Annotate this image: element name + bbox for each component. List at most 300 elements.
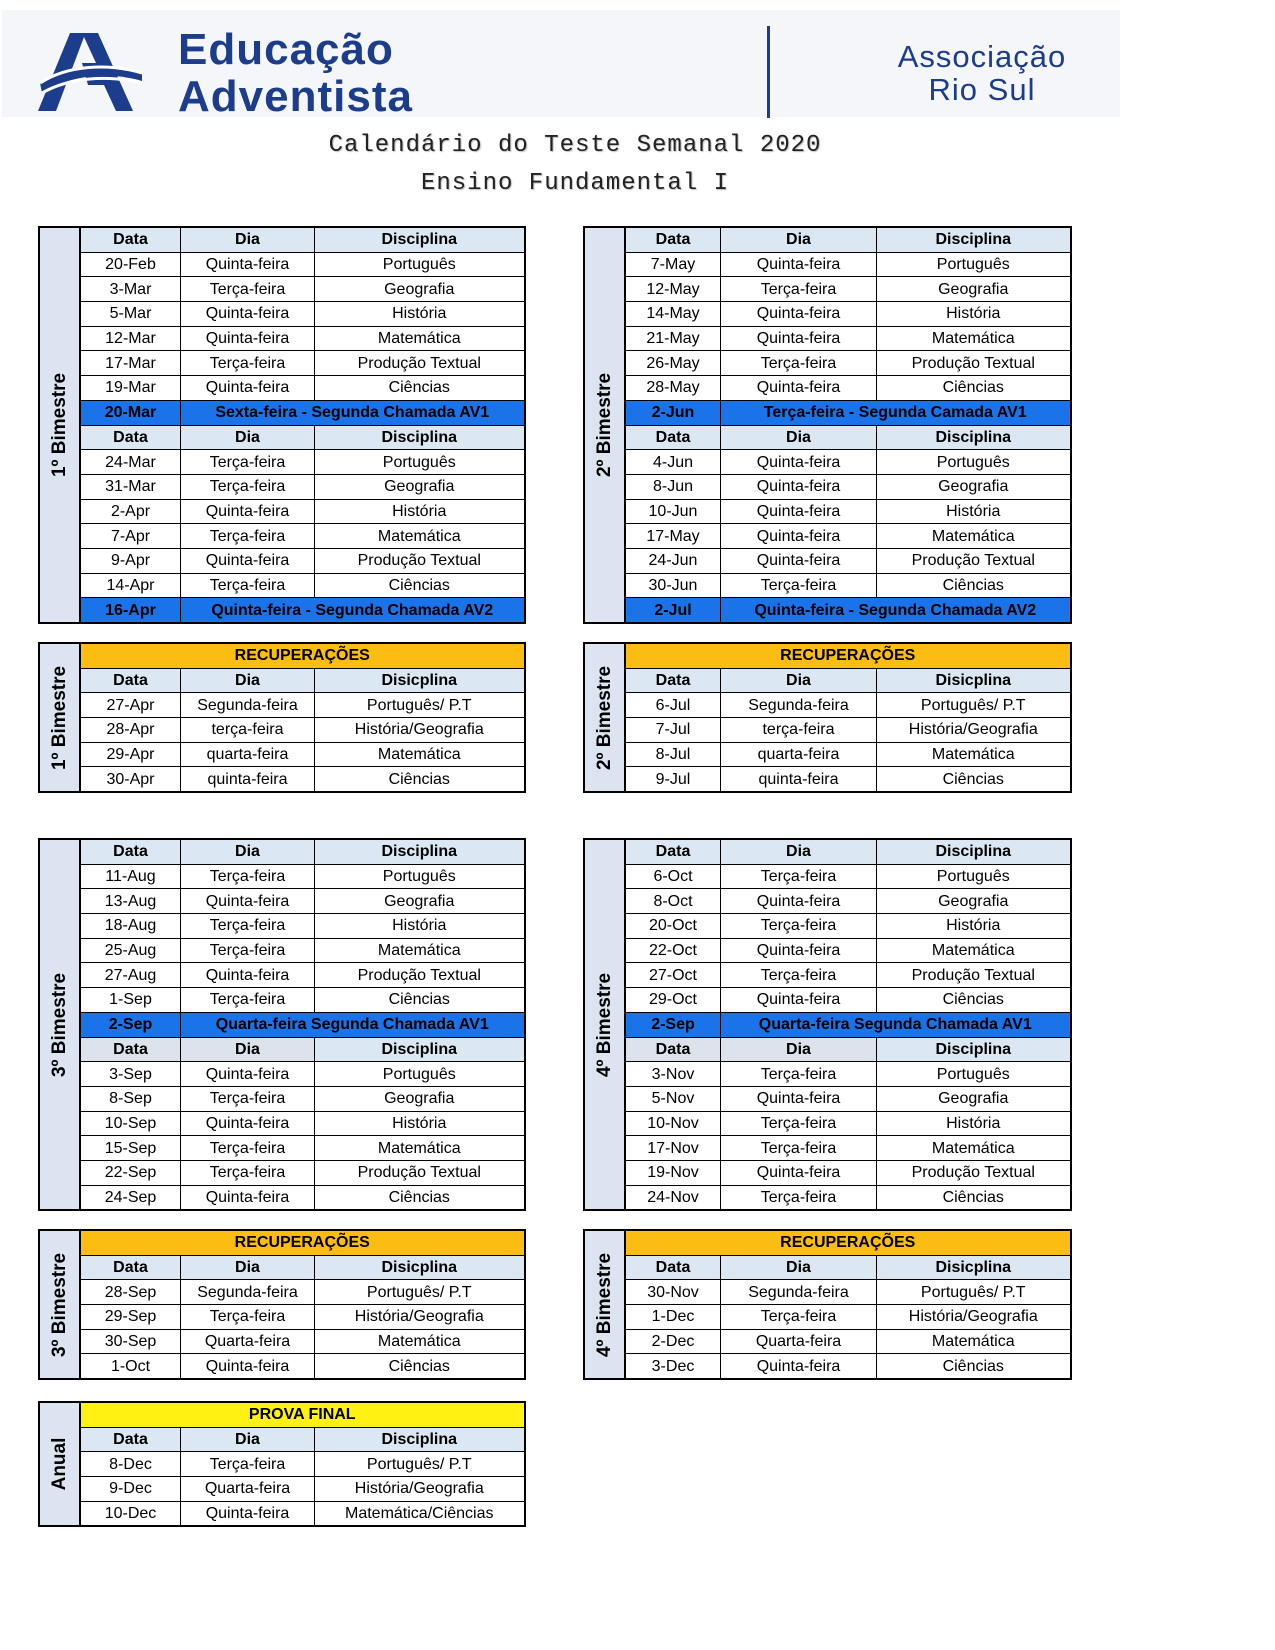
cell-disciplina: Português <box>315 252 525 277</box>
cell-disciplina: Ciências <box>877 1354 1071 1379</box>
header-data: Data <box>81 227 181 252</box>
cell-disciplina: Produção Textual <box>315 1160 525 1185</box>
cell-dia: Quinta-feira <box>181 326 315 351</box>
cell-dia: Quinta-feira <box>721 326 877 351</box>
header-dia: Dia <box>181 839 315 864</box>
cell-disciplina: Matemática <box>877 1136 1071 1161</box>
table-row <box>81 1477 525 1502</box>
header-data: Data <box>626 839 721 864</box>
table-row <box>626 277 1071 302</box>
header-data: Data <box>626 425 721 450</box>
cell-dia: Segunda-feira <box>181 1280 315 1305</box>
cell-data: 10-Sep <box>81 1111 181 1136</box>
cell-dia: terça-feira <box>721 718 877 743</box>
cell-dia: Quinta-feira <box>721 252 877 277</box>
table-row <box>626 1354 1071 1379</box>
cell-data: 30-Nov <box>626 1280 721 1305</box>
cell-dia: Terça-feira <box>181 914 315 939</box>
cell-disciplina: Matemática <box>877 326 1071 351</box>
cell-data: 7-May <box>626 252 721 277</box>
cell-disciplina: Matemática <box>877 742 1071 767</box>
cell-dia: Terça-feira <box>181 450 315 475</box>
cell-dia: Terça-feira <box>721 1185 877 1210</box>
bimestre-1-table <box>80 226 526 624</box>
cell-data: 5-Mar <box>81 302 181 327</box>
cell-disciplina: Matemática <box>877 938 1071 963</box>
cell-dia: Quinta-feira <box>181 548 315 573</box>
cell-disciplina: Produção Textual <box>877 963 1071 988</box>
cell-data: 6-Jul <box>626 693 721 718</box>
cell-data: 10-Jun <box>626 499 721 524</box>
cell-data: 28-Apr <box>81 718 181 743</box>
table-row <box>626 1280 1071 1305</box>
cell-dia: Terça-feira <box>721 1062 877 1087</box>
cell-disciplina: Português/ P.T <box>315 1280 525 1305</box>
cell-dia: Terça-feira <box>181 988 315 1013</box>
table-row <box>626 1305 1071 1330</box>
cell-dia: Terça-feira <box>721 1111 877 1136</box>
cell-data: 27-Oct <box>626 963 721 988</box>
segunda-chamada-date: 2-Jul <box>626 598 721 623</box>
cell-data: 29-Apr <box>81 742 181 767</box>
bimestre-3-side: 3º Bimestre <box>38 838 80 1211</box>
header-dia: Dia <box>181 1037 315 1062</box>
table-row <box>81 351 525 376</box>
recuperacoes-3-table <box>80 1229 526 1380</box>
header-dia: Dia <box>721 839 877 864</box>
header-data: Data <box>626 227 721 252</box>
table-row <box>81 693 525 718</box>
table-row <box>626 1185 1071 1210</box>
table-header-row <box>626 1037 1071 1062</box>
header-data: Data <box>626 668 721 693</box>
cell-data: 22-Oct <box>626 938 721 963</box>
cell-data: 8-Oct <box>626 889 721 914</box>
segunda-chamada-row <box>626 1012 1071 1037</box>
table-row <box>81 889 525 914</box>
cell-disciplina: Português <box>315 1062 525 1087</box>
table-row <box>81 1305 525 1330</box>
recuperacoes <box>81 1230 525 1255</box>
recuperacoes-1-block <box>38 642 526 793</box>
table-row <box>81 548 525 573</box>
header-data: Data <box>81 839 181 864</box>
cell-dia: Quinta-feira <box>721 450 877 475</box>
table-row <box>626 524 1071 549</box>
cell-data: 10-Dec <box>81 1501 181 1526</box>
cell-dia: Quarta-feira <box>181 1477 315 1502</box>
cell-data: 17-Mar <box>81 351 181 376</box>
cell-dia: Segunda-feira <box>721 693 877 718</box>
header-dia: Dia <box>721 1255 877 1280</box>
bimestre-2-block <box>583 226 1072 624</box>
cell-dia: Terça-feira <box>181 1160 315 1185</box>
cell-disciplina: Geografia <box>315 277 525 302</box>
table-row <box>626 1062 1071 1087</box>
table-header-row <box>81 839 525 864</box>
header-dia: Dia <box>721 668 877 693</box>
cell-dia: Terça-feira <box>721 1305 877 1330</box>
cell-disciplina: Ciências <box>315 1185 525 1210</box>
table-header-row <box>626 1255 1071 1280</box>
header-dia: Dia <box>721 425 877 450</box>
cell-disciplina: Geografia <box>315 474 525 499</box>
cell-dia: quinta-feira <box>181 767 315 792</box>
cell-dia: Quinta-feira <box>181 1111 315 1136</box>
cell-disciplina: Português/ P.T <box>315 1452 525 1477</box>
cell-data: 15-Sep <box>81 1136 181 1161</box>
cell-disciplina: Matemática <box>315 1136 525 1161</box>
cell-disciplina: Geografia <box>315 889 525 914</box>
cell-data: 3-Dec <box>626 1354 721 1379</box>
table-row <box>81 1136 525 1161</box>
cell-data: 4-Jun <box>626 450 721 475</box>
cell-data: 1-Sep <box>81 988 181 1013</box>
table-header-row <box>626 839 1071 864</box>
cell-data: 10-Nov <box>626 1111 721 1136</box>
cell-dia: Quinta-feira <box>181 376 315 401</box>
table-row <box>81 742 525 767</box>
cell-data: 8-Jun <box>626 474 721 499</box>
table-row <box>81 1086 525 1111</box>
segunda-chamada-row <box>81 400 525 425</box>
cell-disciplina: História <box>877 302 1071 327</box>
cell-dia: quarta-feira <box>181 742 315 767</box>
table-row <box>626 573 1071 598</box>
table-row <box>81 938 525 963</box>
cell-data: 27-Apr <box>81 693 181 718</box>
cell-disciplina: História <box>315 914 525 939</box>
cell-disciplina: Ciências <box>315 376 525 401</box>
table-row <box>81 864 525 889</box>
table-row <box>626 889 1071 914</box>
cell-data: 2-Apr <box>81 499 181 524</box>
cell-data: 3-Nov <box>626 1062 721 1087</box>
cell-dia: Quinta-feira <box>721 474 877 499</box>
header-disciplina: Disciplina <box>877 425 1071 450</box>
cell-data: 20-Oct <box>626 914 721 939</box>
cell-data: 24-Sep <box>81 1185 181 1210</box>
header-disciplina: Disicplina <box>877 1255 1071 1280</box>
cell-disciplina: Português <box>315 450 525 475</box>
header-data: Data <box>81 1427 181 1452</box>
header-data: Data <box>81 1255 181 1280</box>
recuperacoes-2-side: 2º Bimestre <box>583 642 625 793</box>
cell-dia: Quinta-feira <box>181 499 315 524</box>
cell-data: 26-May <box>626 351 721 376</box>
cell-data: 6-Oct <box>626 864 721 889</box>
cell-dia: Terça-feira <box>181 573 315 598</box>
recuperacoes-2-table <box>625 642 1072 793</box>
cell-dia: Terça-feira <box>181 524 315 549</box>
cell-dia: Quinta-feira <box>721 499 877 524</box>
cell-disciplina: Matemática <box>315 938 525 963</box>
page-header <box>2 10 1120 121</box>
table-row <box>626 938 1071 963</box>
table-row <box>626 499 1071 524</box>
cell-dia: Terça-feira <box>181 1452 315 1477</box>
table-row <box>81 1111 525 1136</box>
cell-dia: Terça-feira <box>181 938 315 963</box>
cell-disciplina: História/Geografia <box>315 1305 525 1330</box>
table-row <box>81 252 525 277</box>
table-row <box>626 988 1071 1013</box>
recuperacoes <box>81 643 525 668</box>
header-dia: Dia <box>181 227 315 252</box>
cell-disciplina: Português <box>877 864 1071 889</box>
table-header-row <box>81 227 525 252</box>
cell-dia: Segunda-feira <box>181 693 315 718</box>
cell-disciplina: Ciências <box>877 1185 1071 1210</box>
table-row <box>81 450 525 475</box>
cell-data: 12-Mar <box>81 326 181 351</box>
cell-data: 9-Apr <box>81 548 181 573</box>
cell-data: 17-May <box>626 524 721 549</box>
cell-data: 7-Jul <box>626 718 721 743</box>
cell-disciplina: Ciências <box>315 1354 525 1379</box>
header-data: Data <box>81 1037 181 1062</box>
table-row <box>81 499 525 524</box>
cell-disciplina: Ciências <box>877 376 1071 401</box>
recuperacoes-title: RECUPERAÇÕES <box>81 643 525 668</box>
table-row <box>81 767 525 792</box>
table-row <box>81 914 525 939</box>
recuperacoes-4-table <box>625 1229 1072 1380</box>
recuperacoes-title: RECUPERAÇÕES <box>81 1230 525 1255</box>
cell-disciplina: Ciências <box>877 573 1071 598</box>
header-data: Data <box>81 425 181 450</box>
header-data: Data <box>81 668 181 693</box>
table-header-row <box>81 668 525 693</box>
table-row <box>626 1160 1071 1185</box>
cell-disciplina: Ciências <box>315 767 525 792</box>
header-data: Data <box>626 1037 721 1062</box>
segunda-chamada-label: Terça-feira - Segunda Camada AV1 <box>721 400 1071 425</box>
bimestre-4-block <box>583 838 1072 1211</box>
association-name: Associação Rio Sul <box>897 39 1067 107</box>
header-disciplina: Disciplina <box>877 839 1071 864</box>
recuperacoes-4-block <box>583 1229 1072 1380</box>
cell-dia: Quinta-feira <box>181 1354 315 1379</box>
cell-data: 19-Mar <box>81 376 181 401</box>
cell-data: 1-Oct <box>81 1354 181 1379</box>
header-dia: Dia <box>721 1037 877 1062</box>
table-row <box>626 742 1071 767</box>
cell-disciplina: História <box>877 499 1071 524</box>
header-disciplina: Disciplina <box>315 1427 525 1452</box>
cell-disciplina: Português/ P.T <box>877 693 1071 718</box>
table-row <box>626 376 1071 401</box>
table-row <box>81 302 525 327</box>
cell-dia: Quinta-feira <box>721 938 877 963</box>
prova-final <box>81 1402 525 1427</box>
cell-disciplina: Matemática <box>877 1329 1071 1354</box>
cell-data: 14-May <box>626 302 721 327</box>
prova-final-block <box>38 1401 526 1527</box>
cell-data: 14-Apr <box>81 573 181 598</box>
table-row <box>626 1136 1071 1161</box>
header-dia: Dia <box>181 425 315 450</box>
cell-data: 24-Nov <box>626 1185 721 1210</box>
table-header-row <box>626 668 1071 693</box>
table-row <box>81 573 525 598</box>
header-divider <box>767 26 770 118</box>
cell-disciplina: Ciências <box>877 767 1071 792</box>
cell-dia: Quinta-feira <box>181 1185 315 1210</box>
bimestre-1-side: 1º Bimestre <box>38 226 80 624</box>
page-subtitle: Ensino Fundamental I <box>420 170 730 197</box>
table-row <box>81 277 525 302</box>
cell-data: 2-Dec <box>626 1329 721 1354</box>
table-row <box>626 1086 1071 1111</box>
table-row <box>626 864 1071 889</box>
cell-dia: quarta-feira <box>721 742 877 767</box>
cell-disciplina: Português <box>315 864 525 889</box>
cell-data: 13-Aug <box>81 889 181 914</box>
cell-dia: Terça-feira <box>721 914 877 939</box>
cell-dia: Quinta-feira <box>721 988 877 1013</box>
cell-dia: Quinta-feira <box>181 1501 315 1526</box>
table-row <box>81 1354 525 1379</box>
cell-dia: Terça-feira <box>721 351 877 376</box>
recuperacoes-title: RECUPERAÇÕES <box>626 1230 1071 1255</box>
brand-name: Educação Adventista <box>178 25 413 121</box>
cell-dia: Quinta-feira <box>721 524 877 549</box>
cell-disciplina: Produção Textual <box>877 548 1071 573</box>
segunda-chamada-label: Quarta-feira Segunda Chamada AV1 <box>181 1012 525 1037</box>
cell-dia: Terça-feira <box>181 277 315 302</box>
table-header-row <box>81 1037 525 1062</box>
recuperacoes <box>626 1230 1071 1255</box>
cell-disciplina: História/Geografia <box>877 718 1071 743</box>
cell-data: 18-Aug <box>81 914 181 939</box>
header-dia: Dia <box>181 1427 315 1452</box>
cell-data: 5-Nov <box>626 1086 721 1111</box>
recuperacoes-1-table <box>80 642 526 793</box>
cell-dia: Segunda-feira <box>721 1280 877 1305</box>
cell-disciplina: Matemática <box>315 1329 525 1354</box>
cell-disciplina: História <box>877 1111 1071 1136</box>
table-row <box>626 252 1071 277</box>
segunda-chamada-label: Quinta-feira - Segunda Chamada AV2 <box>181 598 525 623</box>
cell-data: 1-Dec <box>626 1305 721 1330</box>
cell-dia: Quarta-feira <box>181 1329 315 1354</box>
cell-disciplina: Matemática <box>315 524 525 549</box>
segunda-chamada-date: 2-Sep <box>626 1012 721 1037</box>
header-disciplina: Disicplina <box>315 1255 525 1280</box>
cell-disciplina: História/Geografia <box>315 718 525 743</box>
cell-disciplina: Matemática <box>877 524 1071 549</box>
cell-disciplina: Geografia <box>877 474 1071 499</box>
cell-data: 24-Jun <box>626 548 721 573</box>
table-row <box>81 1062 525 1087</box>
header-disciplina: Disicplina <box>315 668 525 693</box>
cell-data: 30-Jun <box>626 573 721 598</box>
table-row <box>81 988 525 1013</box>
table-row <box>626 1111 1071 1136</box>
bimestre-1-block <box>38 226 526 624</box>
cell-dia: Quinta-feira <box>721 1086 877 1111</box>
segunda-chamada-label: Quarta-feira Segunda Chamada AV1 <box>721 1012 1071 1037</box>
cell-dia: Terça-feira <box>181 1086 315 1111</box>
table-row <box>626 718 1071 743</box>
cell-disciplina: Matemática <box>315 326 525 351</box>
header-disciplina: Disciplina <box>877 227 1071 252</box>
cell-disciplina: Produção Textual <box>315 963 525 988</box>
cell-data: 17-Nov <box>626 1136 721 1161</box>
cell-data: 9-Jul <box>626 767 721 792</box>
page-title: Calendário do Teste Semanal 2020 <box>328 132 822 159</box>
cell-dia: Terça-feira <box>181 1136 315 1161</box>
cell-data: 30-Sep <box>81 1329 181 1354</box>
bimestre-4-table <box>625 838 1072 1211</box>
cell-disciplina: Português <box>877 1062 1071 1087</box>
cell-data: 9-Dec <box>81 1477 181 1502</box>
cell-disciplina: Geografia <box>877 1086 1071 1111</box>
header-dia: Dia <box>181 668 315 693</box>
table-row <box>81 1185 525 1210</box>
cell-data: 11-Aug <box>81 864 181 889</box>
table-row <box>81 524 525 549</box>
table-header-row <box>81 425 525 450</box>
cell-data: 3-Sep <box>81 1062 181 1087</box>
cell-dia: Terça-feira <box>721 573 877 598</box>
cell-data: 28-Sep <box>81 1280 181 1305</box>
cell-data: 29-Oct <box>626 988 721 1013</box>
table-row <box>81 1501 525 1526</box>
bimestre-4-side: 4º Bimestre <box>583 838 625 1211</box>
table-row <box>81 1329 525 1354</box>
cell-dia: Quarta-feira <box>721 1329 877 1354</box>
cell-dia: Quinta-feira <box>181 889 315 914</box>
header-disciplina: Disciplina <box>315 425 525 450</box>
prova-final-title: PROVA FINAL <box>81 1402 525 1427</box>
table-row <box>81 1452 525 1477</box>
cell-dia: Terça-feira <box>181 1305 315 1330</box>
segunda-chamada-label: Quinta-feira - Segunda Chamada AV2 <box>721 598 1071 623</box>
cell-data: 7-Apr <box>81 524 181 549</box>
cell-data: 28-May <box>626 376 721 401</box>
cell-dia: Terça-feira <box>181 864 315 889</box>
cell-data: 27-Aug <box>81 963 181 988</box>
segunda-chamada-date: 16-Apr <box>81 598 181 623</box>
cell-disciplina: Produção Textual <box>877 1160 1071 1185</box>
segunda-chamada-row <box>626 598 1071 623</box>
header-disciplina: Disciplina <box>315 1037 525 1062</box>
cell-data: 30-Apr <box>81 767 181 792</box>
cell-data: 20-Feb <box>81 252 181 277</box>
cell-disciplina: História <box>315 302 525 327</box>
cell-data: 12-May <box>626 277 721 302</box>
table-header-row <box>81 1255 525 1280</box>
cell-dia: Terça-feira <box>721 864 877 889</box>
bimestre-2-table <box>625 226 1072 624</box>
header-dia: Dia <box>721 227 877 252</box>
bimestre-3-table <box>80 838 526 1211</box>
cell-disciplina: Matemática <box>315 742 525 767</box>
cell-data: 19-Nov <box>626 1160 721 1185</box>
table-row <box>626 963 1071 988</box>
segunda-chamada-row <box>626 400 1071 425</box>
cell-disciplina: História/Geografia <box>315 1477 525 1502</box>
recuperacoes-title: RECUPERAÇÕES <box>626 643 1071 668</box>
cell-disciplina: Português <box>877 252 1071 277</box>
table-row <box>81 376 525 401</box>
table-row <box>81 718 525 743</box>
cell-dia: Quinta-feira <box>721 376 877 401</box>
recuperacoes-1-side: 1º Bimestre <box>38 642 80 793</box>
table-row <box>81 326 525 351</box>
